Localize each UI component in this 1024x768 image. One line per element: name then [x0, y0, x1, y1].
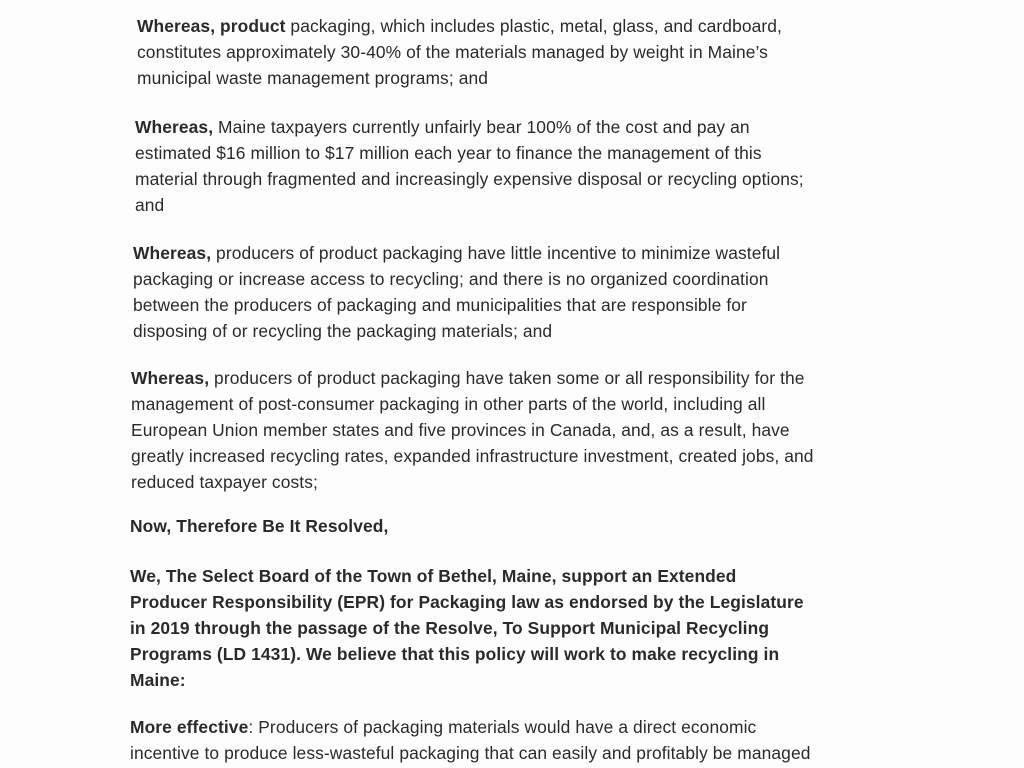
paragraph-line: and: [135, 195, 165, 215]
paragraph-line: packaging, which includes plastic, metal, glass, and cardboard,: [285, 16, 782, 36]
resolution-line: Programs (LD 1431). We believe that this policy will work to make recycling in: [130, 644, 780, 664]
resolved-heading: [130, 513, 388, 539]
paragraph-line: constitutes approximately 30-40% of the materials managed by weight in Maine’s: [137, 42, 768, 62]
paragraph-line: producers of product packaging have taken some or all responsibility for the: [209, 368, 805, 388]
more-effective-paragraph: [130, 714, 810, 766]
paragraph-line: : Producers of packaging materials would have a direct economic: [248, 717, 757, 737]
paragraph-line: disposing of or recycling the packaging materials; and: [133, 321, 553, 341]
whereas-lead: Whereas,: [135, 117, 214, 137]
paragraph-line: reduced taxpayer costs;: [131, 472, 318, 492]
paragraph-line: European Union member states and five provinces in Canada, and, as a result, have: [131, 420, 790, 440]
paragraph-line: estimated $16 million to $17 million each year to finance the management of this: [135, 143, 762, 163]
resolved-heading-text: Now, Therefore Be It Resolved,: [130, 516, 389, 536]
paragraph-line: material through fragmented and increasingly expensive disposal or recycling options;: [135, 169, 804, 189]
resolution-line: Producer Responsibility (EPR) for Packaging law as endorsed by the Legislature: [130, 592, 804, 612]
paragraph-line: packaging or increase access to recycling; and there is no organized coordination: [133, 269, 769, 289]
whereas-lead: Whereas,: [133, 243, 212, 263]
whereas-paragraph-2: [135, 114, 804, 218]
whereas-paragraph-4: [131, 365, 814, 495]
paragraph-line: management of post-consumer packaging in other parts of the world, including all: [131, 394, 766, 414]
resolution-line: Maine:: [130, 670, 186, 690]
whereas-paragraph-3: [133, 240, 780, 344]
resolution-line: We, The Select Board of the Town of Bethel, Maine, support an Extended: [130, 566, 737, 586]
paragraph-line: producers of product packaging have little incentive to minimize wasteful: [211, 243, 781, 263]
paragraph-line: municipal waste management programs; and: [137, 68, 489, 88]
whereas-lead: Whereas, product: [137, 16, 286, 36]
paragraph-line: incentive to produce less-wasteful packaging that can easily and profitably be managed: [130, 743, 811, 763]
whereas-paragraph-1: [137, 13, 782, 91]
more-effective-lead: More effective: [130, 717, 249, 737]
paragraph-line: greatly increased recycling rates, expanded infrastructure investment, created jobs, and: [131, 446, 814, 466]
whereas-lead: Whereas,: [131, 368, 210, 388]
paragraph-line: between the producers of packaging and municipalities that are responsible for: [133, 295, 747, 315]
resolution-line: in 2019 through the passage of the Resolve, To Support Municipal Recycling: [130, 618, 770, 638]
resolution-paragraph: [130, 563, 804, 693]
paragraph-line: Maine taxpayers currently unfairly bear 100% of the cost and pay an: [213, 117, 750, 137]
